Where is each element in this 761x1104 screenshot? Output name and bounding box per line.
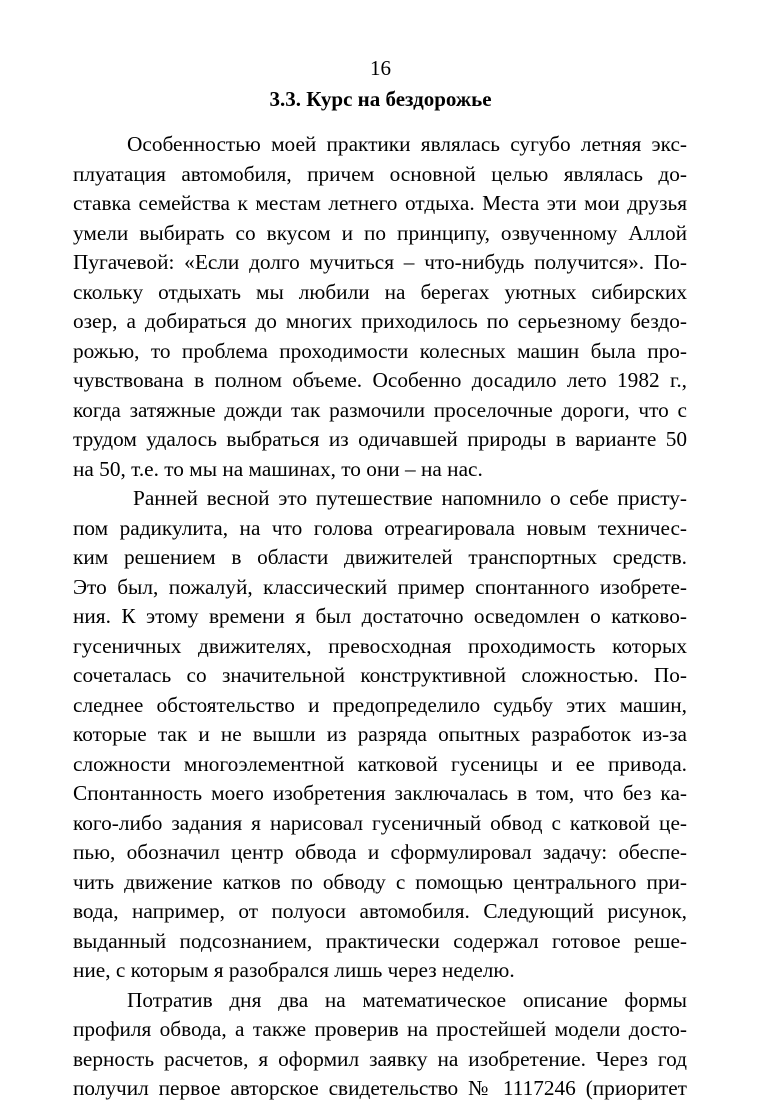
text-line: получил первое авторское свидетельство № 1117246 (приоритет [73, 1076, 687, 1100]
text-line: умели выбирать со вкусом и по принципу, озвученному Аллой [73, 220, 687, 245]
text-line: скольку отдыхать мы любили на берегах уютных сибирских [73, 279, 687, 304]
text-line: Потратив дня два на математическое описание формы [127, 987, 687, 1012]
paragraph-3 [73, 986, 687, 1104]
text-line: гусеничных движителях, превосходная проходимость которых [73, 633, 687, 658]
section-heading: 3.3. Курс на бездорожье [269, 87, 492, 111]
text-line: кого-либо задания я нарисовал гусеничный обвод с катковой це- [73, 810, 687, 835]
text-line: плуатация автомобиля, причем основной целью являлась до- [73, 161, 687, 186]
text-line: ким решением в области движителей транспортных средств. [73, 545, 687, 569]
text-line: сочеталась со значительной конструктивной сложностью. По- [73, 663, 687, 687]
text-line: следнее обстоятельство и предопределило судьбу этих машин, [73, 692, 687, 717]
text-line: Особенностью моей практики являлась сугубо летняя экс- [127, 132, 687, 156]
text-line: Ранней весной это путешествие напомнило о себе присту- [133, 486, 687, 510]
text-line: ния. К этому времени я был достаточно осведомлен о катково- [73, 604, 687, 628]
text-line: профиля обвода, а также проверив на простейшей модели досто- [73, 1017, 687, 1041]
text-line: рожью, то проблема проходимости колесных машин была про- [73, 338, 687, 363]
text-line: ние, с которым я разобрался лишь через неделю. [73, 958, 515, 982]
text-line: когда затяжные дожди так размочили проселочные дороги, что с [73, 397, 687, 422]
text-line: ставка семейства к местам летнего отдыха. Места эти мои друзья [73, 191, 687, 215]
text-line: верность расчетов, я оформил заявку на изобретение. Через год [73, 1046, 687, 1071]
text-line: сложности многоэлементной катковой гусеницы и ее привода. [73, 751, 687, 776]
body-text [73, 130, 687, 1104]
text-line: вода, например, от полуоси автомобиля. Следующий рисунок, [73, 899, 687, 923]
text-line: чувствована в полном объеме. Особенно досадило лето 1982 г., [73, 368, 687, 392]
text-line: Спонтанность моего изобретения заключалась в том, что без ка- [73, 781, 687, 805]
paragraph-1 [73, 130, 687, 484]
text-line: пом радикулита, на что голова отреагировала новым техничес- [73, 515, 687, 540]
paragraph-2 [73, 484, 687, 986]
text-line: трудом удалось выбраться из одичавшей природы в варианте 50 [73, 427, 687, 451]
text-line: озер, а добираться до многих приходилось по серьезному бездо- [73, 309, 687, 333]
text-line: Пугачевой: «Если долго мучиться – что-нибудь получится». По- [73, 250, 687, 274]
text-line: выданный подсознанием, практически содержал готовое реше- [73, 928, 687, 953]
text-line: чить движение катков по обводу с помощью центрального при- [73, 869, 687, 894]
page-number: 16 [370, 56, 391, 80]
text-line: пью, обозначил центр обвода и сформулировал задачу: обеспе- [73, 840, 687, 864]
text-line: на 50, т.е. то мы на машинах, то они – на нас. [73, 456, 483, 481]
text-line: Это был, пожалуй, классический пример спонтанного изобрете- [73, 574, 687, 599]
text-line: которые так и не вышли из разряда опытных разработок из-за [73, 722, 687, 746]
